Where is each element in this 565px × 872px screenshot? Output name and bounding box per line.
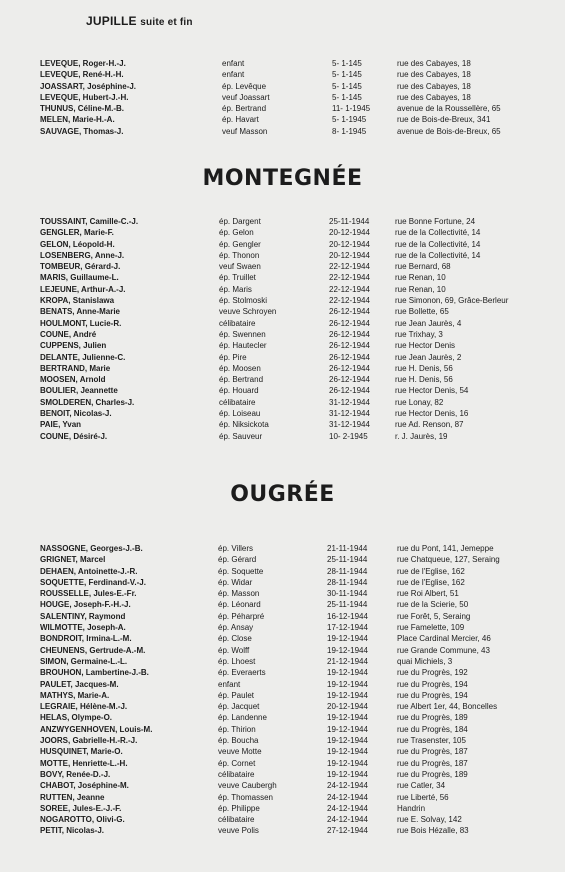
person-name: ANZWYGENHOVEN, Louis-M. [40,724,153,734]
date-text: 19-12-1944 [327,634,368,644]
person-name: TOUSSAINT, Camille-C.-J. [40,217,139,226]
date-text: 5- 1-145 [332,70,362,80]
list-item [0,374,565,385]
address-text: rue du Progrès, 189 [397,713,468,723]
person-name: BENOIT, Nicolas-J. [40,409,112,419]
section-ougree-list [0,543,565,837]
address-text: rue des Cabayes, 18 [397,59,471,68]
relation-text: ép. Lhoest [218,656,256,666]
address-text: rue du Progrès, 189 [397,769,468,779]
relation-text: ép. Thirion [218,724,256,734]
relation-text: veuve Motte [218,747,262,757]
person-name: LEVEQUE, Hubert-J.-H. [40,92,129,102]
list-item [0,543,565,554]
relation-text: ép. Wolff [218,645,250,655]
address-text: rue Lonay, 82 [395,397,444,407]
person-name: SIMON, Germaine-L.-L. [40,656,128,666]
person-name: HUSQUINET, Marie-O. [40,747,123,757]
address-text: rue de l'Eglise, 162 [397,566,465,576]
section-title-ougree: OUGRÉE [230,482,335,507]
list-item [0,712,565,723]
relation-text: ép. Cornet [218,758,256,768]
address-text: rue Ad. Renson, 87 [395,420,464,430]
list-item [0,724,565,735]
address-text: rue du Progrès, 187 [397,747,468,757]
relation-text: ép. Landenne [218,713,267,723]
relation-text: ép. Jacquet [218,702,260,712]
list-item [0,554,565,565]
header-suffix: suite et fin [140,17,193,28]
address-text: rue Simonon, 69, Grâce-Berleur [395,296,509,306]
date-text: 10- 2-1945 [329,431,368,441]
person-name: LEVEQUE, Roger-H.-J. [40,59,126,68]
date-text: 22-12-1944 [329,296,370,306]
address-text: rue Trasenster, 105 [397,736,466,746]
address-text: quai Michiels, 3 [397,656,453,666]
relation-text: ép. Havart [222,115,259,125]
relation-text: ép. Dargent [219,217,261,226]
person-name: SALENTINY, Raymond [40,611,126,621]
address-text: rue Jean Jaurès, 4 [395,318,462,328]
relation-text: célibataire [219,397,256,407]
list-item [0,306,565,317]
person-name: PETIT, Nicolas-J. [40,826,105,836]
relation-text: ép. Gérard [218,555,257,565]
relation-text: ép. Philippe [218,803,260,813]
list-item [0,69,565,80]
date-text: 19-12-1944 [327,747,368,757]
address-text: rue Grande Commune, 43 [397,645,490,655]
list-item [0,227,565,238]
date-text: 5- 1-145 [332,92,362,102]
person-name: BONDROIT, Irmina-L.-M. [40,634,132,644]
address-text: rue Catler, 34 [397,781,446,791]
person-name: SOREE, Jules-E.-J.-F. [40,803,122,813]
relation-text: ép. Sauveur [219,431,263,441]
relation-text: veuf Swaen [219,262,261,272]
list-item [0,599,565,610]
list-item [0,803,565,814]
address-text: rue des Cabayes, 18 [397,92,471,102]
date-text: 20-12-1944 [327,702,368,712]
relation-text: veuf Masson [222,126,268,136]
address-text: rue des Cabayes, 18 [397,70,471,80]
relation-text: ép. Paulet [218,690,255,700]
person-name: MOOSEN, Arnold [40,375,106,385]
list-item [0,272,565,283]
date-text: 19-12-1944 [327,679,368,689]
list-item [0,814,565,825]
section-jupille-list [0,58,565,137]
address-text: rue Famelette, 109 [397,623,465,633]
address-text: rue de la Collectivité, 14 [395,250,481,260]
list-item [0,103,565,114]
list-item [0,114,565,125]
date-text: 30-11-1944 [327,589,368,599]
person-name: LEGRAIE, Hélène-M.-J. [40,702,128,712]
address-text: rue H. Denis, 56 [395,375,453,385]
date-text: 20-12-1944 [329,228,370,238]
date-text: 20-12-1944 [329,239,370,249]
person-name: MELEN, Marie-H.-A. [40,115,115,125]
relation-text: ép. Pire [219,352,247,362]
list-item [0,656,565,667]
address-text: rue du Progrès, 194 [397,690,468,700]
person-name: PAIE, Yvan [40,420,82,430]
date-text: 22-12-1944 [329,273,370,283]
page-header [86,14,193,28]
relation-text: ép. Widar [218,577,253,587]
relation-text: ép. Villers [218,544,253,553]
person-name: COUNE, André [40,329,97,339]
relation-text: ép. Levêque [222,81,267,91]
relation-text: ép. Stolmoski [219,296,268,306]
person-name: JOORS, Gabrielle-H.-R.-J. [40,736,138,746]
address-text: rue de la Collectivité, 14 [395,228,481,238]
address-text: rue du Progrès, 184 [397,724,468,734]
person-name: JOASSART, Joséphine-J. [40,81,137,91]
list-item [0,735,565,746]
date-text: 16-12-1944 [327,611,368,621]
list-item [0,792,565,803]
address-text: rue H. Denis, 56 [395,363,453,373]
person-name: LEJEUNE, Arthur-A.-J. [40,284,126,294]
person-name: RUTTEN, Jeanne [40,792,105,802]
person-name: SOQUETTE, Ferdinand-V.-J. [40,577,146,587]
person-name: THUNUS, Céline-M.-B. [40,104,124,114]
date-text: 20-12-1944 [329,250,370,260]
person-name: NASSOGNE, Georges-J.-B. [40,544,143,553]
date-text: 21-12-1944 [327,656,368,666]
list-item [0,645,565,656]
address-text: Handrin [397,803,426,813]
relation-text: ép. Soquette [218,566,264,576]
person-name: HOUGE, Joseph-F.-H.-J. [40,600,131,610]
relation-text: ép. Hautecler [219,341,267,351]
date-text: 24-12-1944 [327,792,368,802]
relation-text: ép. Maris [219,284,252,294]
relation-text: veuf Joassart [222,92,270,102]
person-name: MOTTE, Henriette-L.-H. [40,758,128,768]
relation-text: veuve Schroyen [219,307,277,317]
list-item [0,566,565,577]
relation-text: ép. Moosen [219,363,261,373]
address-text: rue Bois Hézalle, 83 [397,826,469,836]
address-text: rue des Cabayes, 18 [397,81,471,91]
list-item [0,588,565,599]
person-name: LOSENBERG, Anne-J. [40,250,125,260]
list-item [0,397,565,408]
date-text: 26-12-1944 [329,352,370,362]
person-name: DELANTE, Julienne-C. [40,352,126,362]
date-text: 22-12-1944 [329,284,370,294]
address-text: rue Hector Denis, 54 [395,386,469,396]
relation-text: ép. Everaerts [218,668,266,678]
person-name: COUNE, Désiré-J. [40,431,108,441]
relation-text: ép. Léonard [218,600,261,610]
relation-text: veuve Caubergh [218,781,277,791]
list-item [0,431,565,442]
date-text: 11- 1-1945 [332,104,371,114]
address-text: rue Hector Denis, 16 [395,409,469,419]
relation-text: ép. Swennen [219,329,266,339]
date-text: 21-11-1944 [327,544,368,553]
list-item [0,408,565,419]
person-name: BROUHON, Lambertine-J.-B. [40,668,149,678]
relation-text: ép. Loiseau [219,409,261,419]
date-text: 25-11-1944 [327,600,368,610]
relation-text: ép. Masson [218,589,260,599]
list-item [0,284,565,295]
relation-text: célibataire [219,318,256,328]
date-text: 19-12-1944 [327,668,368,678]
person-name: ROUSSELLE, Jules-E.-Fr. [40,589,137,599]
date-text: 26-12-1944 [329,341,370,351]
relation-text: ép. Houard [219,386,259,396]
date-text: 24-12-1944 [327,781,368,791]
relation-text: ép. Bertrand [222,104,267,114]
header-title: JUPILLE [86,14,137,28]
date-text: 26-12-1944 [329,375,370,385]
date-text: 31-12-1944 [329,409,370,419]
address-text: rue Roi Albert, 51 [397,589,459,599]
person-name: MARIS, Guillaume-L. [40,273,119,283]
address-text: rue Renan, 10 [395,273,446,283]
list-item [0,701,565,712]
person-name: TOMBEUR, Gérard-J. [40,262,121,272]
list-item [0,633,565,644]
list-item [0,577,565,588]
person-name: KROPA, Stanislawa [40,296,115,306]
date-text: 19-12-1944 [327,713,368,723]
date-text: 26-12-1944 [329,386,370,396]
relation-text: ép. Thonon [219,250,260,260]
date-text: 19-12-1944 [327,758,368,768]
relation-text: célibataire [218,769,255,779]
address-text: rue Albert 1er, 44, Boncelles [397,702,498,712]
list-item [0,58,565,69]
list-item [0,363,565,374]
relation-text: ép. Ansay [218,623,254,633]
list-item [0,419,565,430]
relation-text: enfant [222,70,245,80]
relation-text: ép. Truillet [219,273,256,283]
relation-text: célibataire [218,815,255,825]
address-text: r. J. Jaurès, 19 [395,431,448,441]
relation-text: enfant [222,59,245,68]
list-item [0,340,565,351]
date-text: 27-12-1944 [327,826,368,836]
date-text: 5- 1-145 [332,81,362,91]
relation-text: ép. Boucha [218,736,259,746]
list-item [0,611,565,622]
person-name: WILMOTTE, Joseph-A. [40,623,126,633]
relation-text: ép. Close [218,634,252,644]
date-text: 5- 1-1945 [332,115,367,125]
relation-text: ép. Bertrand [219,375,264,385]
list-item [0,329,565,340]
date-text: 22-12-1944 [329,262,370,272]
address-text: rue de Bois-de-Breux, 341 [397,115,491,125]
person-name: GELON, Léopold-H. [40,239,115,249]
list-item [0,622,565,633]
date-text: 19-12-1944 [327,724,368,734]
relation-text: ép. Thomassen [218,792,273,802]
list-item [0,667,565,678]
date-text: 24-12-1944 [327,815,368,825]
list-item [0,261,565,272]
list-item [0,126,565,137]
address-text: rue Forêt, 5, Seraing [397,611,471,621]
address-text: rue du Pont, 141, Jemeppe [397,544,494,553]
address-text: rue Hector Denis [395,341,456,351]
person-name: DEHAEN, Antoinette-J.-R. [40,566,138,576]
date-text: 28-11-1944 [327,577,368,587]
date-text: 19-12-1944 [327,690,368,700]
relation-text: ép. Gelon [219,228,254,238]
list-item [0,250,565,261]
date-text: 31-12-1944 [329,397,370,407]
address-text: rue Renan, 10 [395,284,446,294]
person-name: BOVY, Renée-D.-J. [40,769,111,779]
address-text: rue E. Solvay, 142 [397,815,462,825]
section-montegnee-list [0,216,565,442]
list-item [0,385,565,396]
date-text: 25-11-1944 [329,217,370,226]
date-text: 5- 1-145 [332,59,362,68]
person-name: SAUVAGE, Thomas-J. [40,126,124,136]
person-name: CHEUNENS, Gertrude-A.-M. [40,645,146,655]
list-item [0,690,565,701]
list-item [0,81,565,92]
list-item [0,295,565,306]
list-item [0,239,565,250]
date-text: 19-12-1944 [327,769,368,779]
address-text: rue Chatqueue, 127, Seraing [397,555,500,565]
person-name: SMOLDEREN, Charles-J. [40,397,135,407]
person-name: HOULMONT, Lucie-R. [40,318,122,328]
person-name: CHABOT, Joséphine-M. [40,781,129,791]
list-item [0,679,565,690]
person-name: BOULIER, Jeannette [40,386,118,396]
address-text: rue Bonne Fortune, 24 [395,217,476,226]
person-name: PAULET, Jacques-M. [40,679,119,689]
date-text: 25-11-1944 [327,555,368,565]
date-text: 17-12-1944 [327,623,368,633]
date-text: 19-12-1944 [327,645,368,655]
relation-text: veuve Polis [218,826,259,836]
address-text: rue Jean Jaurès, 2 [395,352,462,362]
address-text: rue Bollette, 65 [395,307,449,317]
date-text: 26-12-1944 [329,318,370,328]
address-text: rue Liberté, 56 [397,792,449,802]
date-text: 26-12-1944 [329,307,370,317]
date-text: 8- 1-1945 [332,126,367,136]
person-name: HELAS, Olympe-O. [40,713,113,723]
address-text: rue Bernard, 68 [395,262,451,272]
relation-text: enfant [218,679,241,689]
address-text: rue de la Scierie, 50 [397,600,469,610]
date-text: 26-12-1944 [329,329,370,339]
list-item [0,769,565,780]
list-item [0,825,565,836]
address-text: Place Cardinal Mercier, 46 [397,634,491,644]
person-name: BERTRAND, Marie [40,363,111,373]
address-text: rue de l'Eglise, 162 [397,577,465,587]
list-item [0,746,565,757]
address-text: rue du Progrès, 194 [397,679,468,689]
list-item [0,758,565,769]
address-text: rue Trixhay, 3 [395,329,443,339]
list-item [0,216,565,227]
person-name: CUPPENS, Julien [40,341,107,351]
relation-text: ép. Péharpré [218,611,265,621]
relation-text: ép. Gengler [219,239,261,249]
person-name: BENATS, Anne-Marie [40,307,121,317]
date-text: 19-12-1944 [327,736,368,746]
list-item [0,318,565,329]
address-text: rue du Progrès, 187 [397,758,468,768]
date-text: 31-12-1944 [329,420,370,430]
address-text: avenue de la Roussellère, 65 [397,104,501,114]
list-item [0,780,565,791]
list-item [0,92,565,103]
person-name: MATHYS, Marie-A. [40,690,110,700]
section-title-montegnee: MONTEGNÉE [202,166,363,191]
date-text: 26-12-1944 [329,363,370,373]
date-text: 28-11-1944 [327,566,368,576]
person-name: LEVEQUE, René-H.-H. [40,70,124,80]
address-text: avenue de Bois-de-Breux, 65 [397,126,501,136]
address-text: rue de la Collectivité, 14 [395,239,481,249]
list-item [0,352,565,363]
relation-text: ép. Niksickota [219,420,269,430]
date-text: 24-12-1944 [327,803,368,813]
person-name: NOGAROTTO, Olivi-G. [40,815,125,825]
person-name: GENGLER, Marie-F. [40,228,114,238]
address-text: rue du Progrès, 192 [397,668,468,678]
person-name: GRIGNET, Marcel [40,555,106,565]
